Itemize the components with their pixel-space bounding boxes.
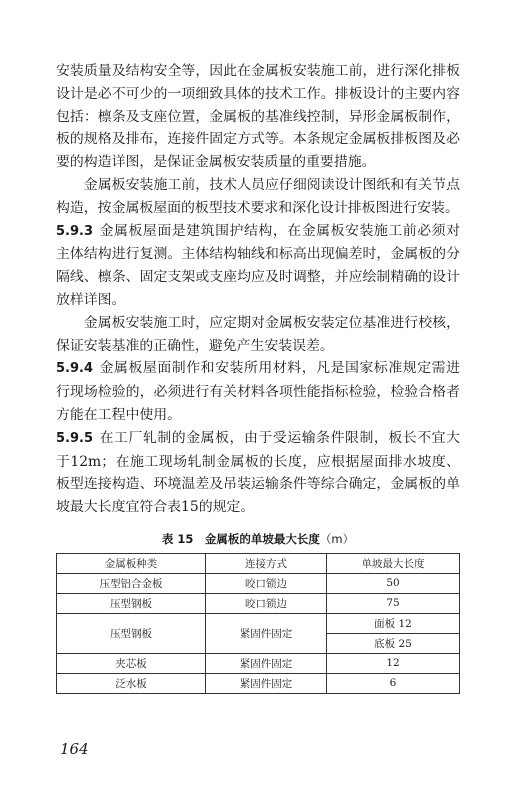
clause-5-9-3 xyxy=(56,220,460,312)
cell-connection: 紧固件固定 xyxy=(206,613,327,653)
cell-type: 夹芯板 xyxy=(57,653,206,673)
clause-text: 在工厂轧制的金属板，由于受运输条件限制，板长不宜大于12m；在施工现场轧制金属板的长度，应根据屋面排水坡度、板型连接构造、环境温差及吊装运输条件等综合确定，金属板的单坡最大长度宜符合表15的规定。 xyxy=(56,429,460,516)
cell-length: 50 xyxy=(327,573,460,593)
cell-type: 压型钢板 xyxy=(57,593,206,613)
clause-5-9-5 xyxy=(56,427,460,519)
table-row xyxy=(57,573,460,593)
clause-number: 5.9.4 xyxy=(56,361,94,377)
clause-text: 金属板屋面制作和安装所用材料，凡是国家标准规定需进行现场检验的，必须进行有关材料各项性能指标检验，检验合格者方能在工程中使用。 xyxy=(56,360,460,423)
clause-text: 金属板屋面是建筑围护结构，在金属板安装施工前必须对主体结构进行复测。主体结构轴线和标高出现偏差时，金属板的分隔线、檩条、固定支架或支座均应及时调整，并应绘制精确的设计放样详图。 xyxy=(56,222,460,308)
header-type: 金属板种类 xyxy=(57,553,206,573)
table-row xyxy=(57,613,460,633)
header-max-length: 单坡最大长度 xyxy=(327,553,460,573)
clause-5-9-4 xyxy=(56,357,460,426)
paragraph-calibration: 金属板安装施工时，应定期对金属板安装定位基准进行校核，保证安装基准的正确性，避免产生安装误差。 xyxy=(56,314,460,354)
page-content xyxy=(56,60,460,694)
cell-type: 泛水板 xyxy=(57,673,206,693)
table-row xyxy=(57,673,460,693)
table-title xyxy=(56,531,460,547)
cell-length: 12 xyxy=(327,653,460,673)
table-row xyxy=(57,653,460,673)
cell-connection: 紧固件固定 xyxy=(206,653,327,673)
cell-connection: 紧固件固定 xyxy=(206,673,327,693)
cell-length: 6 xyxy=(327,673,460,693)
table-header-row xyxy=(57,553,460,573)
table-unit: （m） xyxy=(319,531,355,546)
clause-number: 5.9.5 xyxy=(56,430,94,446)
page-number: 164 xyxy=(60,740,89,758)
cell-connection: 咬口锁边 xyxy=(206,573,327,593)
clause-number: 5.9.3 xyxy=(56,223,94,239)
cell-type: 压型铝合金板 xyxy=(57,573,206,593)
table-row xyxy=(57,593,460,613)
cell-length-bottom: 底板 25 xyxy=(327,633,460,653)
paragraph-continuation: 安装质量及结构安全等，因此在金属板安装施工前，进行深化排板设计是必不可少的一项细致具体的技术工作。排板设计的主要内容包括：檩条及支座位置，金属板的基准线控制，异形金属板制作，板的规格及排布，连接件固定方式等。本条规定金属板排板图及必要的构造详图，是保证金属板安装质量的重要措施。 xyxy=(56,63,460,171)
cell-length-face: 面板 12 xyxy=(327,613,460,633)
paragraph-installation-prep: 金属板安装施工前，技术人员应仔细阅读设计图纸和有关节点构造，按金属板屋面的板型技术要求和深化设计排板图进行安装。 xyxy=(56,176,460,216)
max-length-table xyxy=(56,553,460,694)
table-title-text: 表 15 金属板的单坡最大长度 xyxy=(161,531,320,546)
header-connection: 连接方式 xyxy=(206,553,327,573)
cell-length: 75 xyxy=(327,593,460,613)
cell-type: 压型钢板 xyxy=(57,613,206,653)
cell-connection: 咬口锁边 xyxy=(206,593,327,613)
